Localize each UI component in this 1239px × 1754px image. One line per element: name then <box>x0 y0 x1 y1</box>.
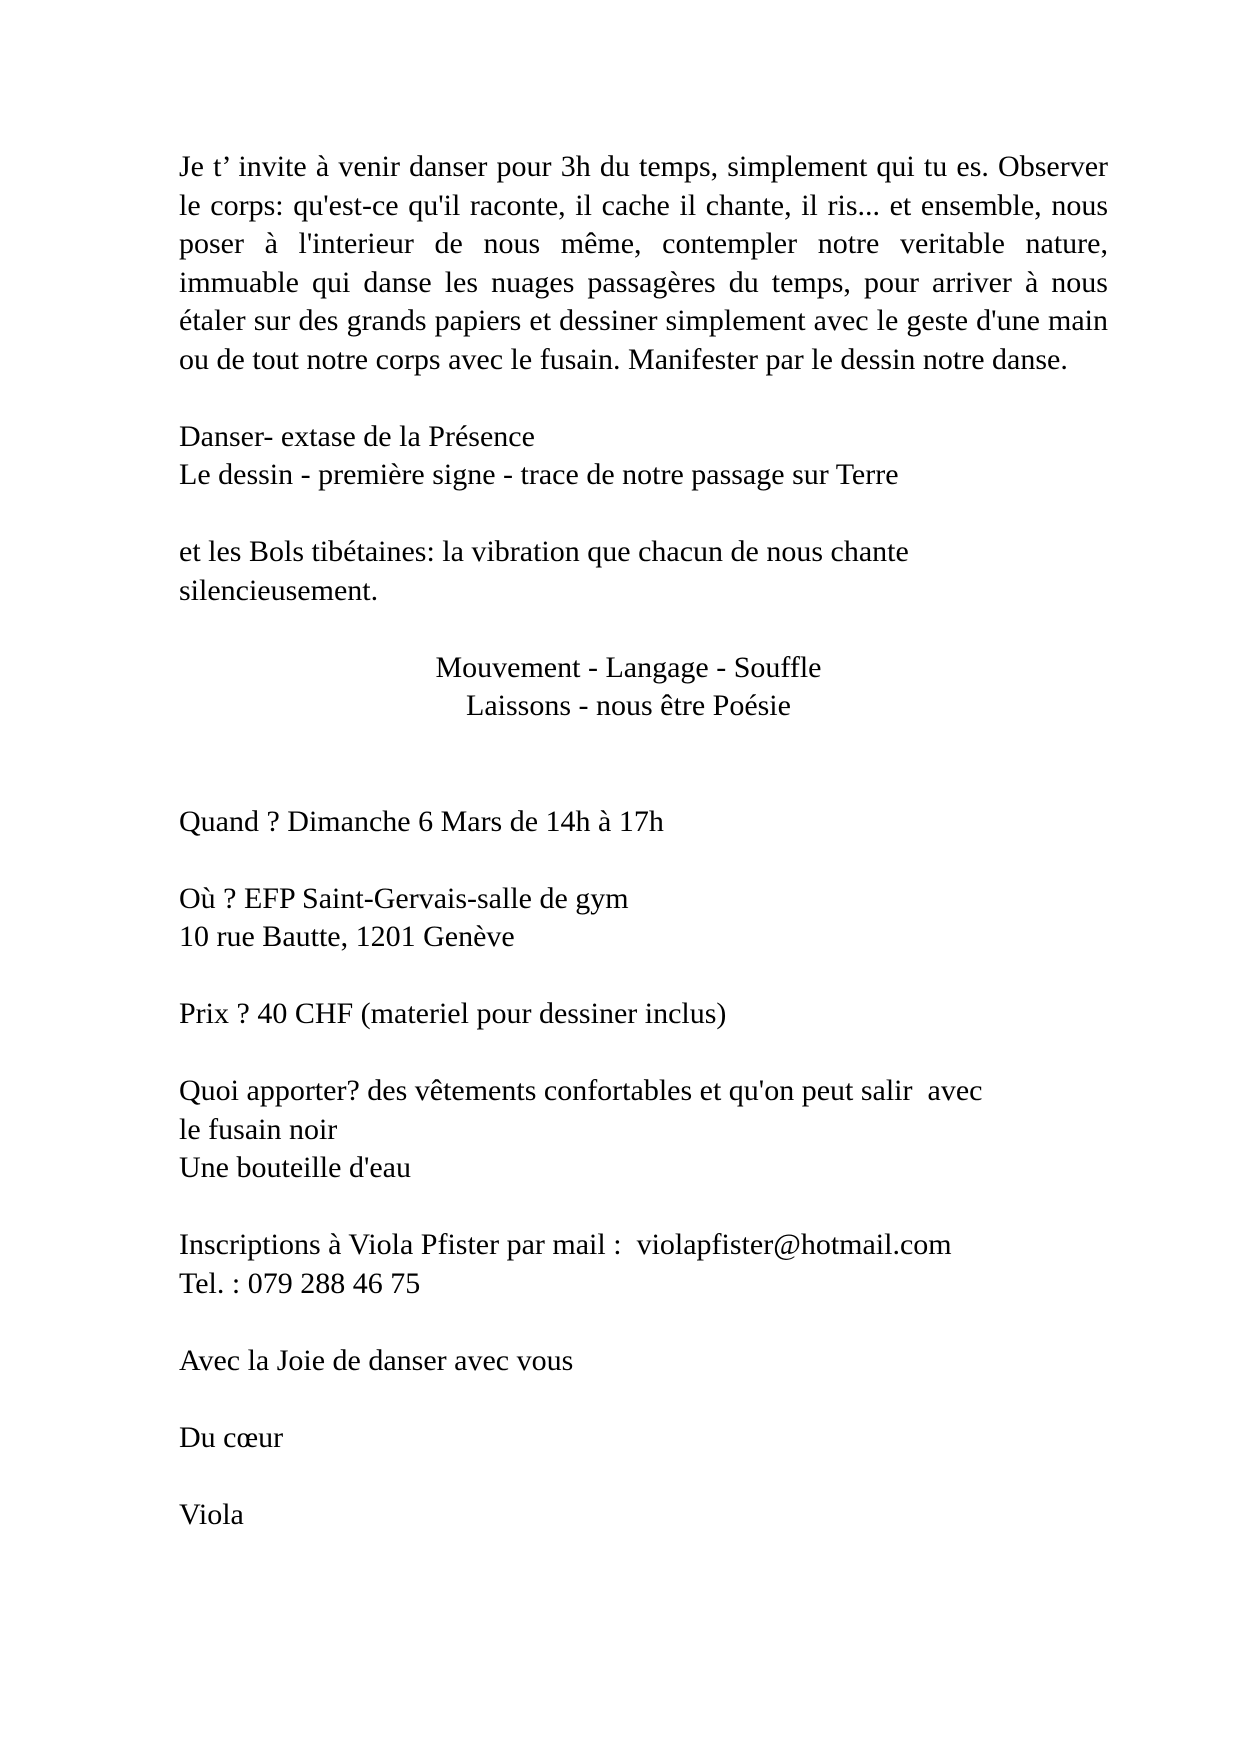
email-link[interactable]: violapfister@hotmail.com <box>636 1228 952 1261</box>
bring-line: Une bouteille d'eau <box>179 1151 411 1184</box>
theme-line: Danser- extase de la Présence <box>179 419 535 453</box>
signature-line: Viola <box>179 1497 244 1531</box>
bring-line: Quoi apporter? des vêtements confortables et qu'on peut salir avec <box>179 1074 983 1107</box>
bowls-line: et les Bols tibétaines: la vibration que chacun de nous chante <box>179 535 909 568</box>
motto-line: Laissons - nous être Poésie <box>466 689 791 722</box>
motto-block <box>179 649 1108 726</box>
registration-line <box>179 1226 1108 1265</box>
document-page <box>179 148 1108 1534</box>
price-line: Prix ? 40 CHF (materiel pour dessiner inclus) <box>179 997 727 1030</box>
motto-line: Mouvement - Langage - Souffle <box>435 650 822 684</box>
bring-line: le fusain noir <box>179 1112 338 1146</box>
themes-block <box>179 418 1108 495</box>
when-line: Quand ? Dimanche 6 Mars de 14h à 17h <box>179 804 664 838</box>
address-line: 10 rue Bautte, 1201 Genève <box>179 920 515 953</box>
closing-line: Avec la Joie de danser avec vous <box>179 1343 574 1377</box>
phone-line: Tel. : 079 288 46 75 <box>179 1266 421 1300</box>
registration-block <box>179 1226 1108 1303</box>
bring-block <box>179 1072 1108 1188</box>
intro-paragraph: Je t’ invite à venir danser pour 3h du temps, simplement qui tu es. Observer le corps: qu'est-ce qu'il raconte, il cache il chante, il ris... et ensemble, nous poser à l'interieur de nous même, contempler notre veritable nature, immuable qui danse les nuages passagères du temps, pour arriver à nous étaler sur des grands papiers et dessiner simplement avec le geste d'une main ou de tout notre corps avec le fusain. Manifester par le dessin notre danse. <box>179 150 1108 376</box>
bowls-line: silencieusement. <box>179 573 379 607</box>
bowls-block <box>179 533 1108 610</box>
theme-line: Le dessin - première signe - trace de notre passage sur Terre <box>179 458 899 491</box>
where-block <box>179 880 1108 957</box>
registration-label: Inscriptions à Viola Pfister par mail : <box>179 1228 637 1261</box>
salutation-line: Du cœur <box>179 1420 284 1454</box>
where-line: Où ? EFP Saint-Gervais-salle de gym <box>179 881 629 915</box>
